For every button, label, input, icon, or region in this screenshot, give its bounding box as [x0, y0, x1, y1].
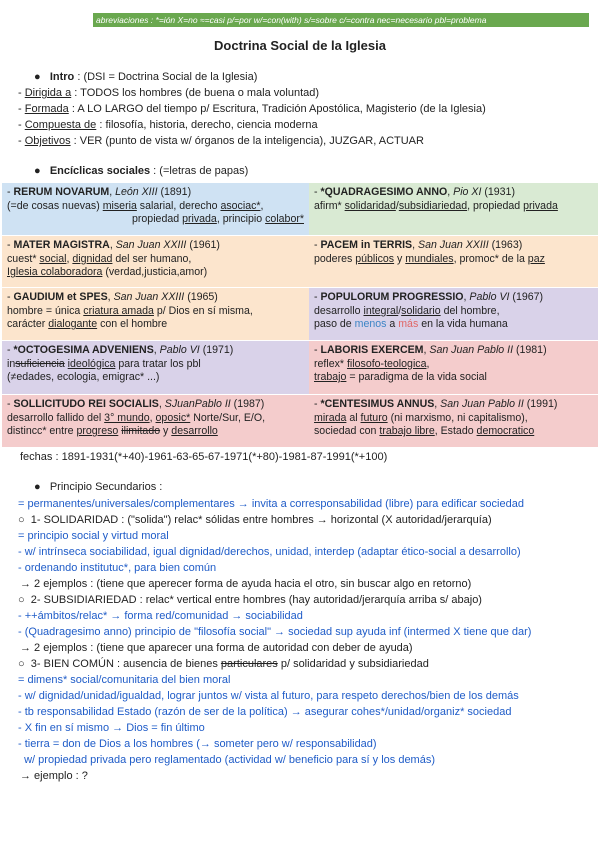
enciclicas-heading: Encíclicas sociales: [49, 165, 151, 177]
principios-heading: Principio Secundarios :: [49, 481, 163, 493]
cell-text: sociedad con: [314, 425, 380, 438]
principios-line-bien-comun: [18, 657, 429, 671]
cell-text: propiedad: [132, 213, 183, 226]
enciclica-centesimus-annus: - *CENTESIMUS ANNUS, San Juan Pablo II (1991) mirada al futuro (ni marxismo, ni capitalismo), sociedad con trabajo libre, Estado democratico: [309, 395, 598, 447]
cell-text: solidario: [401, 304, 441, 317]
cell-text: desarrollo fallido del: [7, 411, 105, 424]
enciclica-author: Pablo VI: [469, 291, 510, 303]
intro-line-dirigida: - Dirigida a : TODOS los hombres (de buena o mala voluntad): [18, 87, 320, 99]
intro-text: : TODOS los hombres (de buena o mala voluntad): [71, 87, 320, 99]
cell-text: mundiales: [405, 252, 454, 265]
principios-text: 3- BIEN COMÚN : ausencia de bienes: [30, 658, 221, 670]
cell-text: ideológica: [67, 357, 116, 370]
cell-text: solidaridad: [344, 199, 396, 212]
cell-text: integral: [363, 304, 399, 317]
principios-line: = dimens* social/comunitaria del bien moral: [18, 674, 231, 686]
enciclica-year: (1981): [515, 344, 547, 356]
principios-line: - ordenando institutuc*, para bien común: [18, 562, 217, 574]
cell-text: al: [346, 411, 361, 424]
cell-text: menos: [354, 318, 387, 331]
cell-text: afirm*: [314, 199, 345, 212]
principios-line: → 2 ejemplos : (tiene que aparecer una forma de autoridad con deber de ayuda): [20, 642, 413, 654]
enciclica-quadragesimo-anno: - *QUADRAGESIMO ANNO, Pio XI (1931) afirm* solidaridad/subsidiariedad, propiedad privada: [309, 183, 598, 235]
bullet-icon: ●: [34, 165, 41, 177]
principios-text: particulares: [220, 658, 278, 670]
enciclica-name: PACEM in TERRIS: [320, 239, 413, 251]
cell-text: Iglesia colaboradora: [7, 266, 103, 279]
enciclica-year: (1987): [233, 398, 265, 410]
enciclica-year: (1967): [512, 291, 544, 303]
intro-text: : VER (punto de vista w/ órganos de la inteligencia), JUZGAR, ACTUAR: [70, 135, 424, 147]
intro-line-objetivos: - Objetivos : VER (punto de vista w/ órganos de la inteligencia), JUZGAR, ACTUAR: [18, 135, 424, 147]
cell-text: , principio: [216, 213, 266, 226]
enciclica-author: Pablo VI: [159, 344, 200, 356]
circle-bullet-icon: ○: [18, 514, 25, 526]
cell-text: privada: [523, 199, 558, 212]
cell-text: = paradigma de la vida social: [346, 371, 487, 384]
cell-text: dialogante: [48, 318, 98, 331]
enciclica-pacem-in-terris: - PACEM in TERRIS, San Juan XXIII (1963) poderes públicos y mundiales, promoc* de la paz: [309, 236, 598, 287]
cell-text: públicos: [355, 252, 395, 265]
cell-text: , propiedad: [467, 199, 524, 212]
intro-heading-rest: : (DSI = Doctrina Social de la Iglesia): [74, 71, 258, 83]
cell-text: in: [7, 357, 16, 370]
intro-label: Compuesta de: [24, 119, 97, 131]
enciclica-octogesima-adveniens: - *OCTOGESIMA ADVENIENS, Pablo VI (1971) insuficiencia ideológica para tratar los pbl (≠edades, ecologia, emigrac* ...): [2, 341, 309, 394]
principios-text: p/ solidaridad y subsidiariedad: [277, 658, 429, 670]
principios-text: 1- SOLIDARIDAD : ("solida") relac* sólidas entre hombres → horizontal (X autoridad/jerarquía): [30, 514, 492, 526]
enciclica-year: (1961): [189, 239, 220, 251]
principios-line: w/ propiedad privada pero reglamentado (actividad w/ beneficio para sí y los demás): [18, 754, 436, 766]
enciclica-rerum-novarum: - RERUM NOVARUM, León XIII (1891) (=de cosas nuevas) miseria salarial, derecho asociac*, propiedad privada, principio colabor*: [2, 183, 309, 235]
enciclica-author: Pio XI: [453, 186, 482, 198]
intro-text: : filosofía, historia, derecho, ciencia moderna: [96, 119, 318, 131]
enciclica-mater-magistra: - MATER MAGISTRA, San Juan XXIII (1961) cuest* social, dignidad del ser humano, Iglesia colaboradora (verdad,justicia,amor): [2, 236, 309, 287]
cell-text: desarrollo: [314, 304, 364, 317]
cell-text: criatura amada: [83, 304, 154, 317]
enciclica-author: León XIII: [115, 186, 158, 198]
cell-text: futuro: [360, 411, 388, 424]
enciclica-author: SJuanPablo II: [164, 398, 231, 410]
cell-text: para tratar los pbl: [115, 357, 201, 370]
cell-text: p/ Dios en sí misma,: [153, 304, 253, 317]
enciclica-name: GAUDIUM et SPES: [13, 291, 108, 303]
cell-text: (ni marxismo, ni capitalismo),: [387, 411, 528, 424]
enciclica-year: (1971): [202, 344, 234, 356]
enciclica-name: POPULORUM PROGRESSIO: [320, 291, 464, 303]
intro-heading-line: [34, 70, 257, 84]
cell-text: dignidad: [72, 252, 113, 265]
cell-text: /: [395, 199, 399, 212]
enciclica-author: San Juan XXIII: [115, 239, 187, 251]
cell-text: , promoc* de la: [453, 252, 528, 265]
cell-text: carácter: [7, 318, 49, 331]
enciclica-name: *CENTESIMUS ANNUS: [320, 398, 435, 410]
principios-line: → ejemplo : ?: [20, 770, 88, 782]
enciclica-name: *OCTOGESIMA ADVENIENS: [13, 344, 154, 356]
intro-line-compuesta: - Compuesta de : filosofía, historia, derecho, ciencia moderna: [18, 119, 318, 131]
cell-text: desarrollo: [171, 425, 218, 438]
enciclica-year: (1963): [491, 239, 523, 251]
cell-text: paso de: [314, 318, 355, 331]
cell-text: distincc* entre: [7, 425, 77, 438]
cell-text: salarial, derecho: [136, 199, 221, 212]
principios-line-solidaridad: [18, 513, 492, 527]
intro-heading: Intro: [49, 71, 75, 83]
enciclica-name: RERUM NOVARUM: [13, 186, 110, 198]
cell-text: Norte/Sur, E/O,: [190, 411, 266, 424]
cell-text: ,: [149, 411, 156, 424]
cell-text: trabajo: [314, 371, 347, 384]
cell-text: 3° mundo: [104, 411, 150, 424]
principios-text: 2- SUBSIDIARIEDAD : relac* vertical entre hombres (hay autoridad/jerarquía arriba s/ abajo): [30, 594, 482, 606]
intro-line-formada: - Formada : A LO LARGO del tiempo p/ Escritura, Tradición Apostólica, Magisterio (de la Iglesia): [18, 103, 486, 115]
fechas-line: fechas : 1891-1931(*+40)-1961-63-65-67-1971(*+80)-1981-87-1991(*+100): [20, 451, 388, 463]
principios-line: - ++ámbitos/relac* → forma red/comunidad → sociabilidad: [18, 610, 303, 622]
cell-text: social: [39, 252, 67, 265]
cell-text: más: [398, 318, 419, 331]
cell-text: /: [398, 304, 402, 317]
intro-label: Formada: [24, 103, 69, 115]
cell-text: paz: [527, 252, 545, 265]
cell-text: asociac*: [220, 199, 261, 212]
enciclica-year: (1991): [526, 398, 558, 410]
enciclica-year: (1965): [187, 291, 218, 303]
intro-label: Objetivos: [24, 135, 71, 147]
cell-text: con el hombre: [97, 318, 168, 331]
cell-text: , Estado: [434, 425, 477, 438]
cell-text: suficiencia: [15, 357, 65, 370]
cell-text: reflex*: [314, 357, 347, 370]
enciclicas-heading-rest: : (=letras de papas): [150, 165, 249, 177]
intro-label: Dirigida a: [24, 87, 72, 99]
principios-line: - tierra = don de Dios a los hombres (→ someter pero w/ responsabilidad): [18, 738, 377, 750]
enciclica-author: San Juan XXIII: [418, 239, 489, 251]
enciclica-year: (1891): [160, 186, 192, 198]
cell-text: miseria: [102, 199, 137, 212]
intro-text: : A LO LARGO del tiempo p/ Escritura, Tradición Apostólica, Magisterio (de la Iglesia): [68, 103, 486, 115]
cell-text: democratico: [476, 425, 535, 438]
cell-text: del hombre,: [440, 304, 500, 317]
cell-text: oposic*: [155, 411, 191, 424]
enciclica-author: San Juan XXIII: [113, 291, 185, 303]
cell-text: a: [386, 318, 399, 331]
principios-line: = principio social y virtud moral: [18, 530, 169, 542]
enciclica-name: LABORIS EXERCEM: [320, 344, 424, 356]
enciclica-author: San Juan Pablo II: [440, 398, 524, 410]
cell-text: cuest*: [7, 252, 40, 265]
cell-text: privada: [182, 213, 217, 226]
cell-text: ,: [66, 252, 73, 265]
cell-text: ilimitado: [121, 425, 161, 438]
principios-line: → 2 ejemplos : (tiene que aperecer forma de ayuda hacia el otro, sin buscar algo en retorno): [20, 578, 472, 590]
cell-text: ,: [260, 199, 264, 212]
cell-text: colabor*: [265, 213, 304, 226]
principios-line-subsidiariedad: [18, 593, 482, 607]
enciclica-name: *QUADRAGESIMO ANNO: [320, 186, 448, 198]
principios-line: - X fin en sí mismo → Dios = fin último: [18, 722, 205, 734]
bullet-icon: ●: [34, 71, 41, 83]
enciclica-laboris-exercem: - LABORIS EXERCEM, San Juan Pablo II (1981) reflex* filosofo-teologica, trabajo = paradigma de la vida social: [309, 341, 598, 394]
circle-bullet-icon: ○: [18, 594, 25, 606]
enciclica-year: (1931): [484, 186, 515, 198]
cell-text: ,: [426, 357, 430, 370]
page-title: Doctrina Social de la Iglesia: [214, 38, 386, 53]
principios-line: - w/ intrínseca sociabilidad, igual dignidad/derechos, unidad, interdep (adaptar ético-social a desarrollo): [18, 546, 521, 558]
cell-text: (=de cosas nuevas): [7, 199, 103, 212]
enciclica-sollicitudo-rei-socialis: - SOLLICITUDO REI SOCIALIS, SJuanPablo II (1987) desarrollo fallido del 3° mundo, oposic* Norte/Sur, E/O, distincc* entre progreso ilimitado y desarrollo: [2, 395, 309, 447]
enciclica-gaudium-et-spes: - GAUDIUM et SPES, San Juan XXIII (1965) hombre = única criatura amada p/ Dios en sí misma, carácter dialogante con el hombre: [2, 288, 309, 340]
principios-line: - w/ dignidad/unidad/igualdad, lograr juntos w/ vista al futuro, para respeto derechos/bien de los demás: [18, 690, 519, 702]
cell-text: trabajo libre: [379, 425, 435, 438]
cell-text: y: [394, 252, 406, 265]
enciclica-name: SOLLICITUDO REI SOCIALIS: [13, 398, 159, 410]
enciclica-populorum-progressio: - POPULORUM PROGRESSIO, Pablo VI (1967) desarrollo integral/solidario del hombre, paso de menos a más en la vida humana: [309, 288, 598, 340]
cell-text: y: [160, 425, 172, 438]
cell-text: poderes: [314, 252, 356, 265]
cell-text: en la vida humana: [418, 318, 508, 331]
enciclicas-heading-line: [34, 164, 248, 178]
circle-bullet-icon: ○: [18, 658, 25, 670]
principios-line: - tb responsabilidad Estado (razón de ser de la política) → asegurar cohes*/unidad/organiz* sociedad: [18, 706, 512, 718]
bullet-icon: ●: [34, 481, 41, 493]
cell-text: (verdad,justicia,amor): [102, 266, 208, 279]
enciclica-name: MATER MAGISTRA: [13, 239, 110, 251]
abbreviations-banner: abreviaciones : *=ión X=no ≈=casi p/=por w/=con(with) s/=sobre c/=contra nec=necesario pbl=problema: [93, 13, 589, 27]
cell-text: hombre = única: [7, 304, 84, 317]
principios-line: - (Quadragesimo anno) principio de "filosofía social" → sociedad sup ayuda inf (intermed X tiene que dar): [18, 626, 532, 638]
principios-heading-line: [34, 480, 162, 494]
cell-text: subsidiariedad: [398, 199, 468, 212]
cell-text: progreso: [76, 425, 119, 438]
enciclica-author: San Juan Pablo II: [429, 344, 514, 356]
cell-text: filosofo-teologica: [346, 357, 427, 370]
cell-text: del ser humano,: [112, 252, 192, 265]
cell-text: (≠edades, ecologia, emigrac* ...): [7, 371, 160, 384]
principios-line: = permanentes/universales/complementares → invita a corresponsabilidad (libre) para edificar sociedad: [18, 498, 524, 510]
cell-text: mirada: [314, 411, 347, 424]
